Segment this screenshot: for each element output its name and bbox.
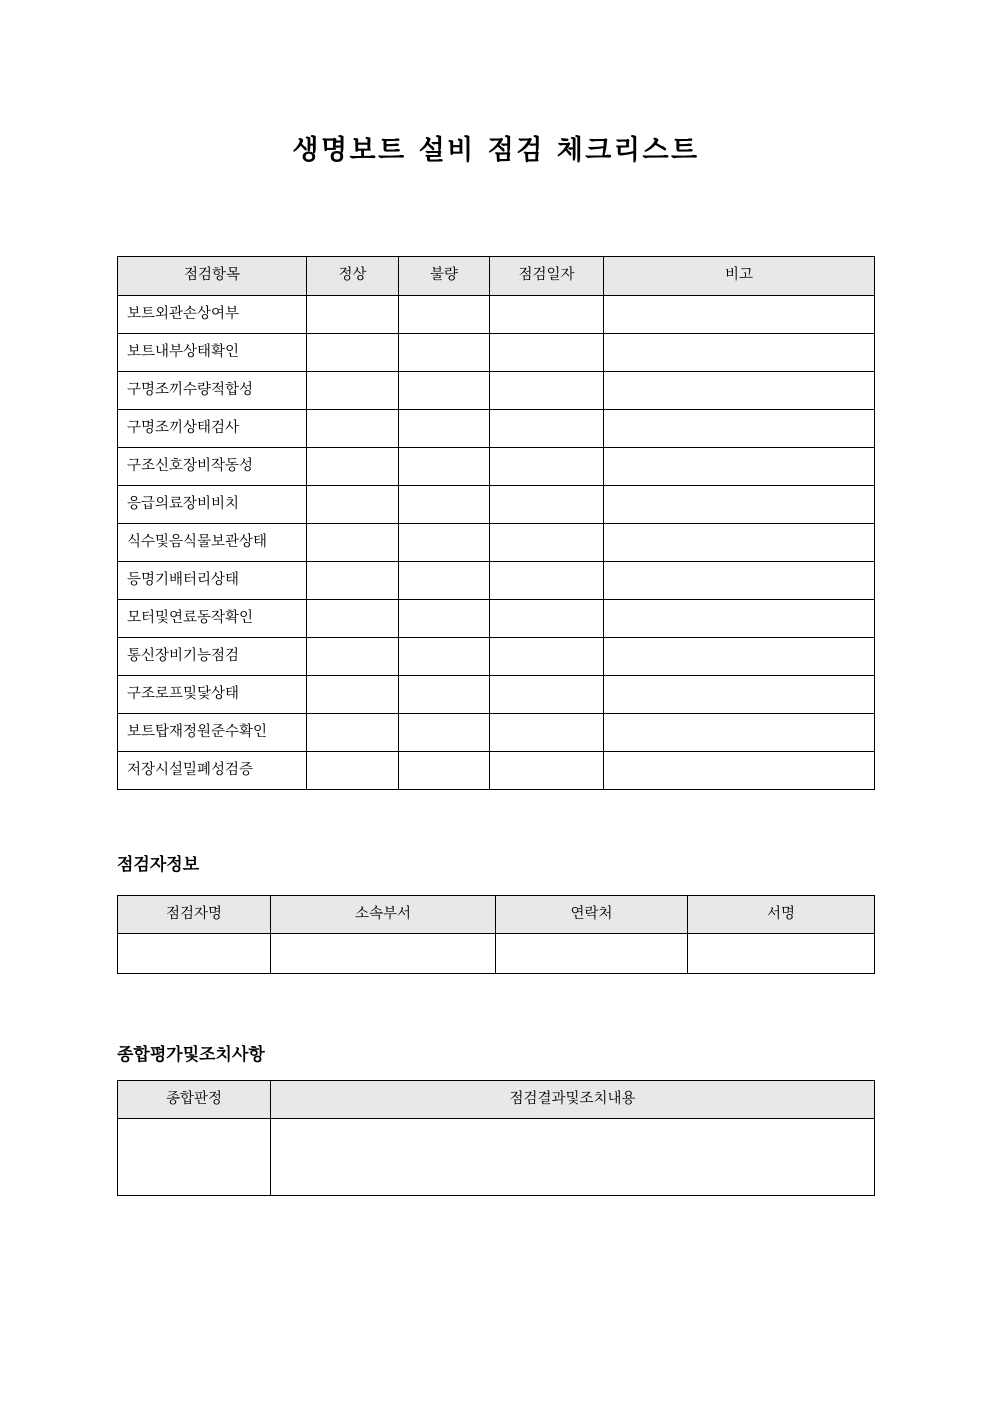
cell-note[interactable] (604, 334, 875, 372)
cell-item: 구명조끼상태검사 (118, 410, 307, 448)
cell-defect[interactable] (399, 334, 490, 372)
cell-item: 구조로프및닻상태 (118, 676, 307, 714)
cell-note[interactable] (604, 372, 875, 410)
table-row (118, 934, 875, 974)
cell-defect[interactable] (399, 372, 490, 410)
cell-normal[interactable] (307, 410, 399, 448)
cell-item: 저장시설밀폐성검증 (118, 752, 307, 790)
table-row (118, 372, 875, 410)
cell-date[interactable] (490, 448, 604, 486)
cell-date[interactable] (490, 714, 604, 752)
cell-date[interactable] (490, 676, 604, 714)
column-header-note: 비고 (604, 257, 875, 296)
cell-item: 보트외관손상여부 (118, 296, 307, 334)
checklist-table (117, 256, 875, 790)
cell-item: 식수및음식물보관상태 (118, 524, 307, 562)
cell-note[interactable] (604, 600, 875, 638)
cell-date[interactable] (490, 562, 604, 600)
column-header-defect: 불량 (399, 257, 490, 296)
section-heading-inspector: 점검자정보 (117, 855, 200, 875)
cell-defect[interactable] (399, 638, 490, 676)
cell-defect[interactable] (399, 296, 490, 334)
cell-note[interactable] (604, 752, 875, 790)
cell-verdict[interactable] (118, 1119, 271, 1196)
cell-inspector-name[interactable] (118, 934, 271, 974)
cell-item: 구조신호장비작동성 (118, 448, 307, 486)
column-header-contact: 연락처 (496, 896, 688, 934)
column-header-signature: 서명 (688, 896, 875, 934)
summary-table-header (118, 1081, 875, 1119)
table-row (118, 410, 875, 448)
cell-item: 모터및연료동작확인 (118, 600, 307, 638)
column-header-inspector-name: 점검자명 (118, 896, 271, 934)
table-header-row (118, 896, 875, 934)
cell-date[interactable] (490, 524, 604, 562)
cell-item: 응급의료장비비치 (118, 486, 307, 524)
cell-note[interactable] (604, 296, 875, 334)
cell-item: 통신장비기능점검 (118, 638, 307, 676)
cell-department[interactable] (271, 934, 496, 974)
cell-note[interactable] (604, 676, 875, 714)
column-header-date: 점검일자 (490, 257, 604, 296)
cell-date[interactable] (490, 600, 604, 638)
table-row (118, 562, 875, 600)
summary-evaluation-table (117, 1080, 875, 1196)
cell-normal[interactable] (307, 752, 399, 790)
table-header-row (118, 1081, 875, 1119)
cell-normal[interactable] (307, 372, 399, 410)
cell-date[interactable] (490, 752, 604, 790)
inspector-table-body (118, 934, 875, 974)
cell-defect[interactable] (399, 676, 490, 714)
cell-contact[interactable] (496, 934, 688, 974)
column-header-department: 소속부서 (271, 896, 496, 934)
inspector-table-header (118, 896, 875, 934)
cell-normal[interactable] (307, 676, 399, 714)
cell-defect[interactable] (399, 448, 490, 486)
cell-date[interactable] (490, 638, 604, 676)
cell-note[interactable] (604, 638, 875, 676)
cell-defect[interactable] (399, 410, 490, 448)
table-row (118, 448, 875, 486)
column-header-normal: 정상 (307, 257, 399, 296)
cell-normal[interactable] (307, 334, 399, 372)
cell-detail[interactable] (271, 1119, 875, 1196)
checklist-table-header (118, 257, 875, 296)
section-heading-summary: 종합평가및조치사항 (117, 1045, 265, 1065)
table-row (118, 714, 875, 752)
cell-defect[interactable] (399, 600, 490, 638)
cell-item: 보트내부상태확인 (118, 334, 307, 372)
cell-normal[interactable] (307, 714, 399, 752)
column-header-detail: 점검결과및조치내용 (271, 1081, 875, 1119)
cell-date[interactable] (490, 372, 604, 410)
cell-note[interactable] (604, 486, 875, 524)
cell-defect[interactable] (399, 752, 490, 790)
table-row (118, 334, 875, 372)
cell-normal[interactable] (307, 448, 399, 486)
cell-defect[interactable] (399, 524, 490, 562)
cell-normal[interactable] (307, 296, 399, 334)
table-row (118, 524, 875, 562)
table-row (118, 1119, 875, 1196)
cell-note[interactable] (604, 714, 875, 752)
table-row (118, 676, 875, 714)
cell-signature[interactable] (688, 934, 875, 974)
cell-normal[interactable] (307, 600, 399, 638)
cell-normal[interactable] (307, 638, 399, 676)
cell-date[interactable] (490, 486, 604, 524)
cell-defect[interactable] (399, 714, 490, 752)
cell-item: 등명기배터리상태 (118, 562, 307, 600)
cell-note[interactable] (604, 448, 875, 486)
cell-note[interactable] (604, 562, 875, 600)
table-row (118, 486, 875, 524)
column-header-verdict: 종합판정 (118, 1081, 271, 1119)
cell-defect[interactable] (399, 562, 490, 600)
cell-normal[interactable] (307, 524, 399, 562)
cell-item: 구명조끼수량적합성 (118, 372, 307, 410)
cell-normal[interactable] (307, 486, 399, 524)
table-header-row (118, 257, 875, 296)
table-row (118, 752, 875, 790)
cell-note[interactable] (604, 524, 875, 562)
table-row (118, 600, 875, 638)
cell-date[interactable] (490, 410, 604, 448)
inspector-info-table (117, 895, 875, 974)
cell-normal[interactable] (307, 562, 399, 600)
cell-note[interactable] (604, 410, 875, 448)
column-header-item: 점검항목 (118, 257, 307, 296)
table-row (118, 638, 875, 676)
cell-defect[interactable] (399, 486, 490, 524)
cell-date[interactable] (490, 334, 604, 372)
summary-table-body (118, 1119, 875, 1196)
cell-date[interactable] (490, 296, 604, 334)
page-title: 생명보트 설비 점검 체크리스트 (292, 135, 700, 166)
cell-item: 보트탑재정원준수확인 (118, 714, 307, 752)
checklist-table-body (118, 296, 875, 790)
table-row (118, 296, 875, 334)
